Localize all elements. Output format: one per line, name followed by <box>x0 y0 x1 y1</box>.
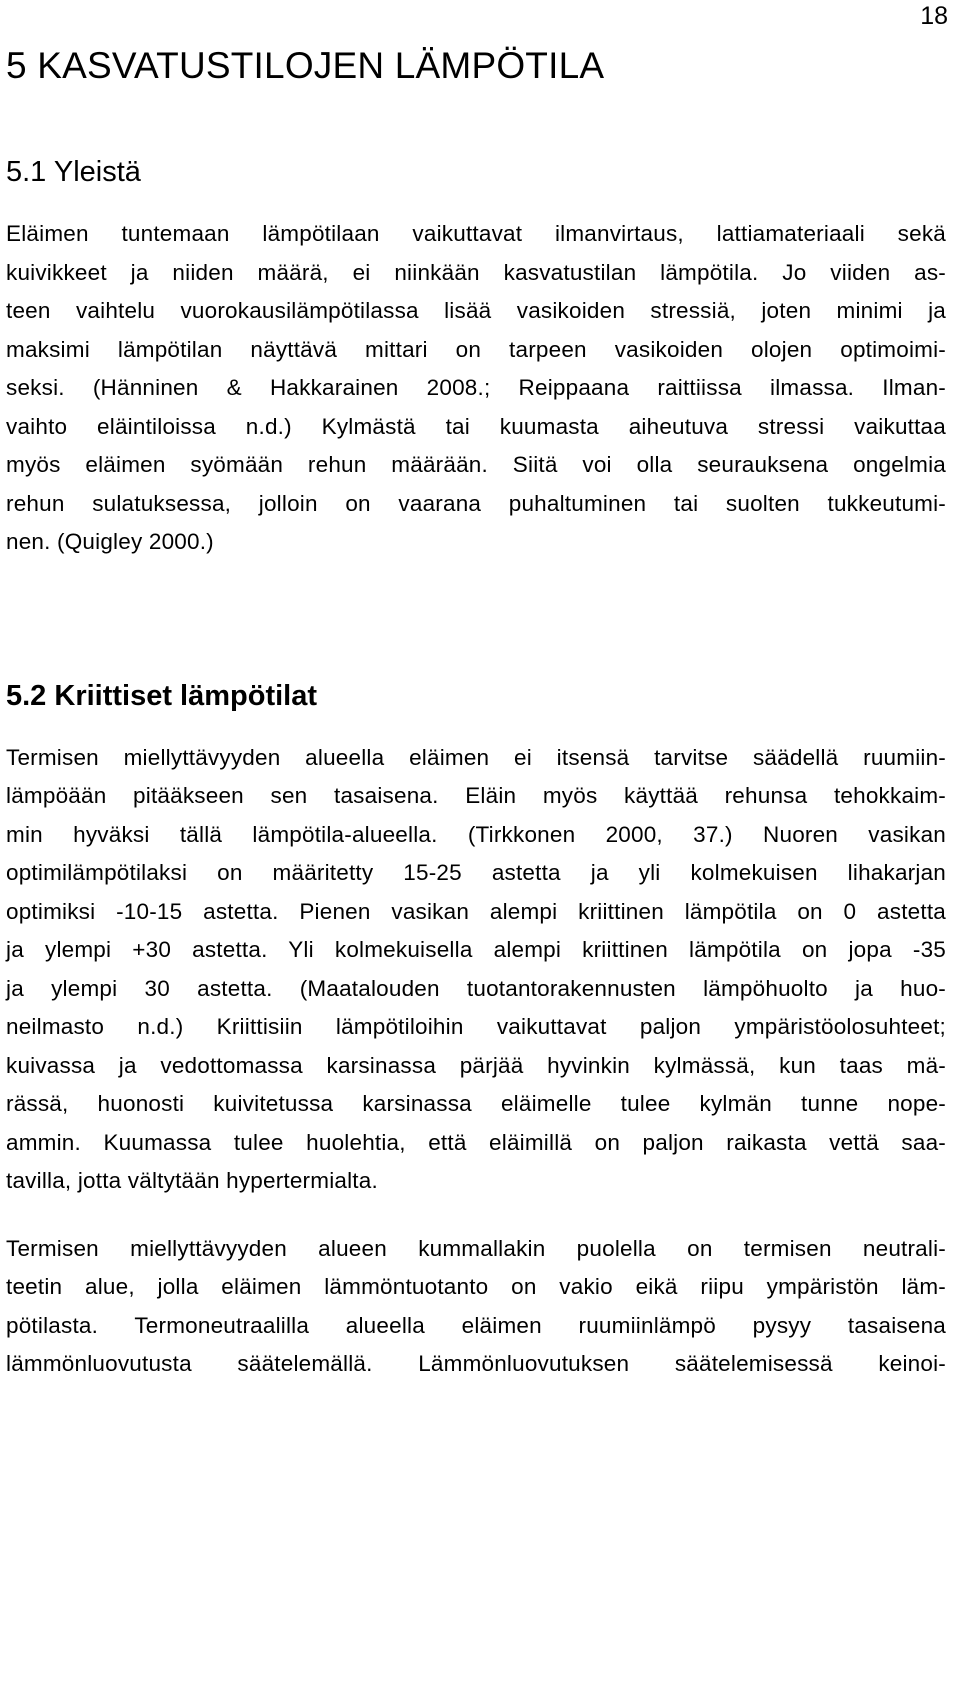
text-line: ja ylempi 30 astetta. (Maatalouden tuotantorakennusten lämpöhuolto ja huo- <box>6 975 946 1001</box>
text-line: Termisen miellyttävyyden alueen kummallakin puolella on termisen neutrali- <box>6 1235 946 1261</box>
text-line: teetin alue, jolla eläimen lämmöntuotanto on vakio eikä riipu ympäristön läm- <box>6 1274 946 1299</box>
text-line: rässä, huonosti kuivitetussa karsinassa eläimelle tulee kylmän tunne nope- <box>6 1091 946 1116</box>
text-line: maksimi lämpötilan näyttävä mittari on tarpeen vasikoiden olojen optimoimi- <box>6 336 946 362</box>
section-5-2-paragraph-1 <box>6 739 946 1201</box>
text-line: ja ylempi +30 astetta. Yli kolmekuisella alempi kriittinen lämpötila on jopa -35 <box>6 937 946 962</box>
chapter-title: 5 KASVATUSTILOJEN LÄMPÖTILA <box>6 45 605 86</box>
text-line: Eläimen tuntemaan lämpötilaan vaikuttavat ilmanvirtaus, lattiamateriaali sekä <box>6 221 946 246</box>
text-line: nen. (Quigley 2000.) <box>6 529 214 554</box>
document-body <box>6 30 946 1384</box>
text-line: myös eläimen syömään rehun määrään. Siitä voi olla seurauksena ongelmia <box>6 452 946 477</box>
text-line: neilmasto n.d.) Kriittisiin lämpötiloihin vaikuttavat paljon ympäristöolosuhteet; <box>6 1014 946 1039</box>
text-line: vaihto eläintiloissa n.d.) Kylmästä tai kuumasta aiheutuva stressi vaikuttaa <box>6 413 946 439</box>
section-heading-5-1: 5.1 Yleistä <box>6 156 141 188</box>
text-line: tavilla, jotta vältytään hypertermialta. <box>6 1168 378 1193</box>
text-line: kuivikkeet ja niiden määrä, ei niinkään kasvatustilan lämpötila. Jo viiden as- <box>6 259 946 285</box>
text-line: kuivassa ja vedottomassa karsinassa pärjää hyvinkin kylmässä, kun taas mä- <box>6 1052 946 1078</box>
text-line: ammin. Kuumassa tulee huolehtia, että eläimillä on paljon raikasta vettä saa- <box>6 1129 946 1155</box>
text-line: pötilasta. Termoneutraalilla alueella eläimen ruumiinlämpö pysyy tasaisena <box>6 1312 946 1338</box>
section-5-2-paragraph-2 <box>6 1230 946 1384</box>
text-line: lämpöään pitääkseen sen tasaisena. Eläin myös käyttää rehunsa tehokkaim- <box>6 783 946 808</box>
section-5-1-paragraph <box>6 215 946 562</box>
text-line: seksi. (Hänninen & Hakkarainen 2008.; Reippaana raittiissa ilmassa. Ilman- <box>6 375 946 400</box>
text-line: min hyväksi tällä lämpötila-alueella. (Tirkkonen 2000, 37.) Nuoren vasikan <box>6 821 946 847</box>
text-line: lämmönluovutusta säätelemällä. Lämmönluovutuksen säätelemisessä keinoi- <box>6 1351 946 1376</box>
text-line: rehun sulatuksessa, jolloin on vaarana puhaltuminen tai suolten tukkeutumi- <box>6 490 946 516</box>
text-line: teen vaihtelu vuorokausilämpötilassa lisää vasikoiden stressiä, joten minimi ja <box>6 298 946 323</box>
section-heading-5-2: 5.2 Kriittiset lämpötilat <box>6 679 318 712</box>
page-number: 18 <box>920 2 948 30</box>
text-line: Termisen miellyttävyyden alueella eläimen ei itsensä tarvitse säädellä ruumiin- <box>6 744 946 770</box>
text-line: optimilämpötilaksi on määritetty 15-25 astetta ja yli kolmekuisen lihakarjan <box>6 860 946 885</box>
text-line: optimiksi -10-15 astetta. Pienen vasikan alempi kriittinen lämpötila on 0 astetta <box>6 898 946 924</box>
